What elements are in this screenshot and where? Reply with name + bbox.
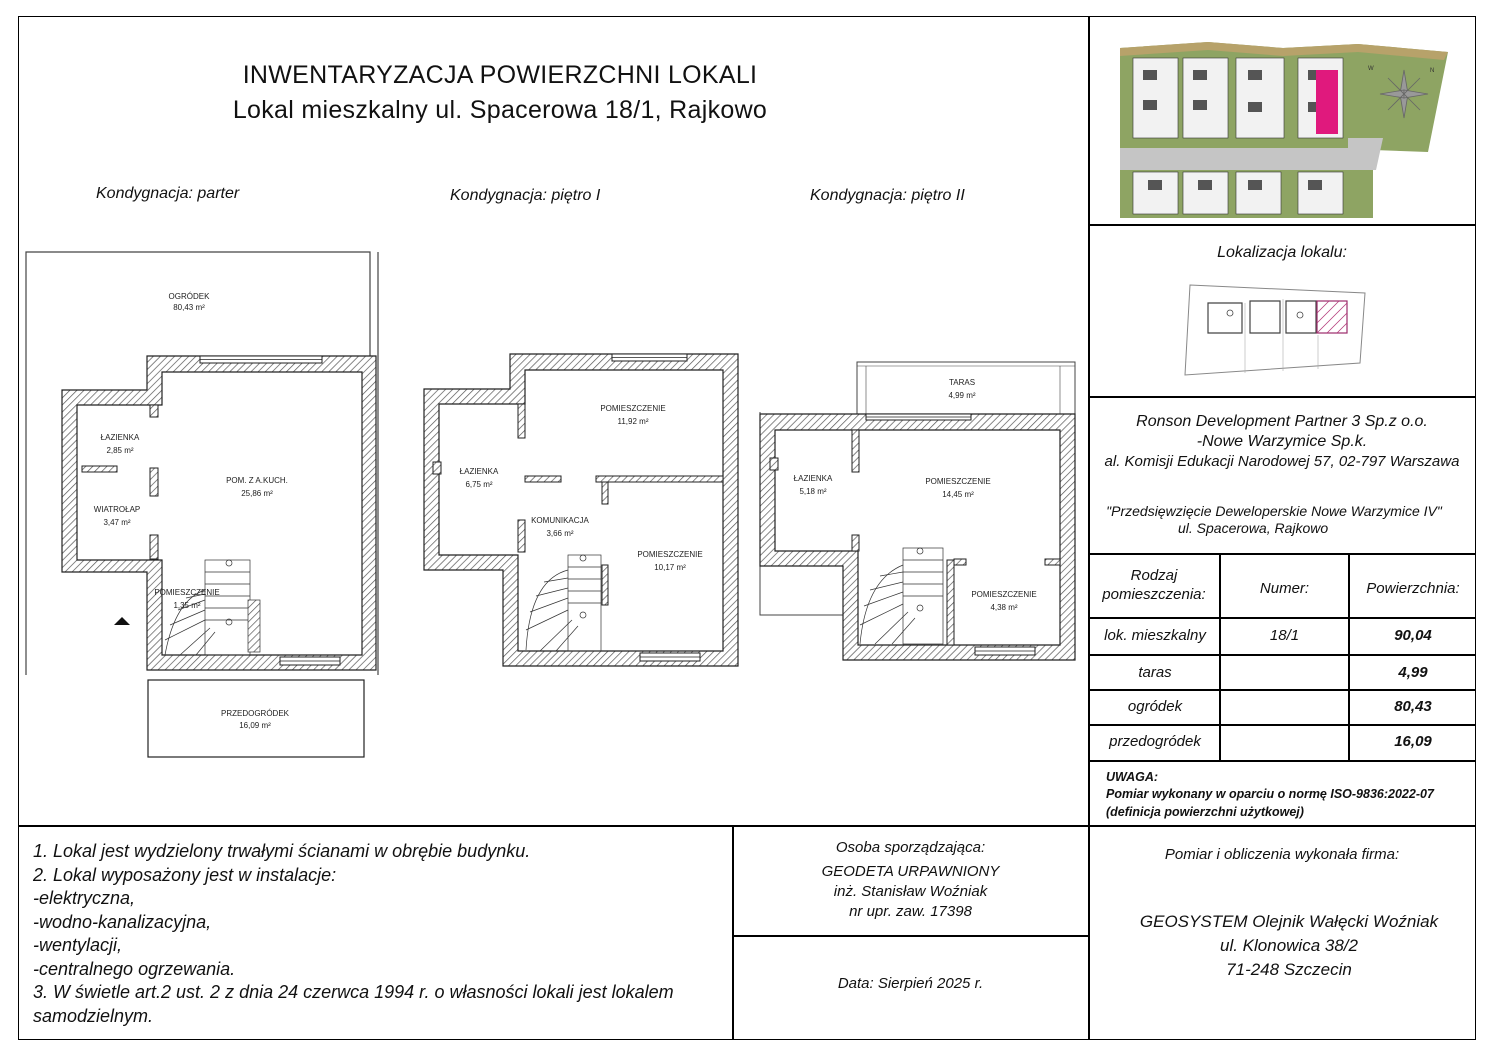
room-lazienka-2-area: 5,18 m² bbox=[799, 487, 827, 496]
room-pomieszczenie-2a-area: 14,45 m² bbox=[942, 490, 974, 499]
room-pomieszczenie-1a-area: 11,92 m² bbox=[617, 417, 649, 426]
room-lazienka-1-name: ŁAZIENKA bbox=[459, 467, 499, 476]
divider-map bbox=[1088, 224, 1476, 226]
developer-address: al. Komisji Edukacji Narodowej 57, 02-797 Warszawa bbox=[1104, 453, 1460, 470]
room-pomieszczenie-2b-area: 4,38 m² bbox=[990, 603, 1018, 612]
table-row-type: lok. mieszkalny bbox=[1104, 627, 1206, 644]
table-row-type: ogródek bbox=[1127, 698, 1183, 715]
table-row-area: 4,99 bbox=[1398, 664, 1428, 681]
firm-address: ul. Klonowica 38/2 bbox=[1220, 936, 1358, 955]
divider-horizontal-bottom bbox=[18, 825, 1476, 827]
room-taras-area: 4,99 m² bbox=[948, 391, 976, 400]
note-item: 2. Lokal wyposażony jest w instalacje: bbox=[33, 864, 337, 885]
table-row-area: 90,04 bbox=[1394, 627, 1432, 644]
room-pomieszczenie-1a-name: POMIESZCZENIE bbox=[600, 404, 666, 413]
svg-text:W: W bbox=[1368, 66, 1374, 72]
room-wiatrolap-name: WIATROŁAP bbox=[93, 505, 141, 514]
room-pomieszczenie-2b-name: POMIESZCZENIE bbox=[971, 590, 1037, 599]
notes-list bbox=[33, 840, 674, 1028]
note-item: -elektryczna, bbox=[33, 888, 136, 908]
project-name: "Przedsięwzięcie Deweloperskie Nowe Warzymice IV" bbox=[1106, 503, 1442, 519]
walls-pietro-1 bbox=[424, 354, 738, 666]
floor-label-parter: Kondygnacja: parter bbox=[96, 185, 240, 202]
firm-label: Pomiar i obliczenia wykonała firma: bbox=[1164, 846, 1400, 863]
table-row-type: przedogródek bbox=[1109, 733, 1201, 750]
divider-date bbox=[732, 935, 1088, 937]
floor-label-pietro-2: Kondygnacja: piętro II bbox=[810, 187, 965, 204]
room-pomieszczenie-1b-area: 10,17 m² bbox=[654, 563, 686, 572]
date-text: Data: Sierpień 2025 r. bbox=[837, 975, 984, 992]
note-item: 3. W świetle art.2 ust. 2 z dnia 24 czerwca 1994 r. o własności lokali jest lokalem bbox=[33, 982, 674, 1002]
table-header-area: Powierzchnia: bbox=[1366, 580, 1460, 597]
plan-pietro-2 bbox=[760, 362, 1075, 660]
plan-pietro-1 bbox=[424, 354, 738, 666]
note-item: -centralnego ogrzewania. bbox=[33, 958, 236, 979]
room-lazienka-1-area: 6,75 m² bbox=[465, 480, 493, 489]
svg-text:N: N bbox=[1430, 68, 1435, 74]
note-item: -wodno-kanalizacyjna, bbox=[33, 911, 212, 932]
przedogrodek-outline bbox=[148, 680, 364, 757]
room-lazienka-p-name: ŁAZIENKA bbox=[100, 433, 140, 442]
location-label: Lokalizacja lokalu: bbox=[1217, 244, 1347, 261]
room-komunikacja-name: KOMUNIKACJA bbox=[531, 516, 589, 525]
remark-line2: (definicja powierzchni użytkowej) bbox=[1106, 805, 1304, 819]
location-diagram bbox=[1180, 283, 1372, 378]
table-row-area: 80,43 bbox=[1394, 698, 1432, 715]
surveyor-label: Osoba sporządzająca: bbox=[835, 839, 986, 856]
table-row-number: 18/1 bbox=[1269, 627, 1300, 644]
floor-label-pietro-1: Kondygnacja: piętro I bbox=[450, 187, 601, 204]
note-item: -wentylacji, bbox=[33, 935, 123, 955]
room-lazienka-2-name: ŁAZIENKA bbox=[793, 474, 833, 483]
table-header-number: Numer: bbox=[1259, 580, 1310, 597]
note-item: samodzielnym. bbox=[33, 1005, 154, 1026]
plan-parter bbox=[26, 252, 378, 757]
surveyor-name: inż. Stanisław Woźniak bbox=[833, 883, 988, 900]
page-subtitle: Lokal mieszkalny ul. Spacerowa 18/1, Rajkowo bbox=[232, 96, 768, 124]
developer-name: Ronson Development Partner 3 Sp.z o.o. bbox=[1136, 413, 1428, 430]
room-pomieszczenie-1b-name: POMIESZCZENIE bbox=[637, 550, 703, 559]
room-przedogrodek-area: 16,09 m² bbox=[239, 721, 271, 730]
note-item: 1. Lokal jest wydzielony trwałymi ścianami w obrębie budynku. bbox=[33, 841, 531, 861]
site-map bbox=[1108, 30, 1464, 220]
room-taras-name: TARAS bbox=[948, 378, 976, 387]
remark-title: UWAGA: bbox=[1106, 770, 1159, 784]
developer-subname: -Nowe Warzymice Sp.k. bbox=[1196, 433, 1368, 450]
divider-vertical-bottom bbox=[732, 825, 734, 1040]
room-pom-kuch-area: 25,86 m² bbox=[241, 489, 273, 498]
room-pomieszczenie-p-name: POMIESZCZENIE bbox=[154, 588, 220, 597]
surveyor-title: GEODETA URPAWNIONY bbox=[821, 863, 1000, 880]
room-wiatrolap-area: 3,47 m² bbox=[103, 518, 131, 527]
divider-developer bbox=[1088, 553, 1476, 555]
room-lazienka-p-area: 2,85 m² bbox=[106, 446, 134, 455]
entry-arrow-icon bbox=[114, 617, 130, 625]
surveyor-license: nr upr. zaw. 17398 bbox=[849, 903, 972, 920]
room-pom-kuch-name: POM. Z A.KUCH. bbox=[226, 476, 288, 485]
highlighted-unit bbox=[1316, 70, 1338, 134]
firm-name: GEOSYSTEM Olejnik Wałęcki Woźniak bbox=[1139, 912, 1439, 931]
firm-city: 71-248 Szczecin bbox=[1226, 960, 1352, 979]
divider-location bbox=[1088, 396, 1476, 398]
page-title: INWENTARYZACJA POWIERZCHNI LOKALI bbox=[242, 61, 758, 89]
room-ogrodek-name: OGRÓDEK bbox=[168, 292, 210, 301]
project-address: ul. Spacerowa, Rajkowo bbox=[1178, 520, 1329, 536]
walls-pietro-2 bbox=[760, 414, 1075, 660]
table-row-area: 16,09 bbox=[1394, 733, 1432, 750]
remark-line1: Pomiar wykonany w oparciu o normę ISO-9836:2022-07 bbox=[1106, 787, 1434, 801]
room-pomieszczenie-2a-name: POMIESZCZENIE bbox=[925, 477, 991, 486]
room-ogrodek-area: 80,43 m² bbox=[173, 303, 205, 312]
room-pomieszczenie-p-area: 1,35 m² bbox=[173, 601, 201, 610]
room-przedogrodek-name: PRZEDOGRÓDEK bbox=[220, 709, 290, 718]
divider-vertical-right bbox=[1088, 16, 1090, 1040]
room-komunikacja-area: 3,66 m² bbox=[546, 529, 574, 538]
table-header-type: Rodzaj pomieszczenia: bbox=[1102, 567, 1206, 603]
table-row-type: taras bbox=[1138, 664, 1172, 681]
